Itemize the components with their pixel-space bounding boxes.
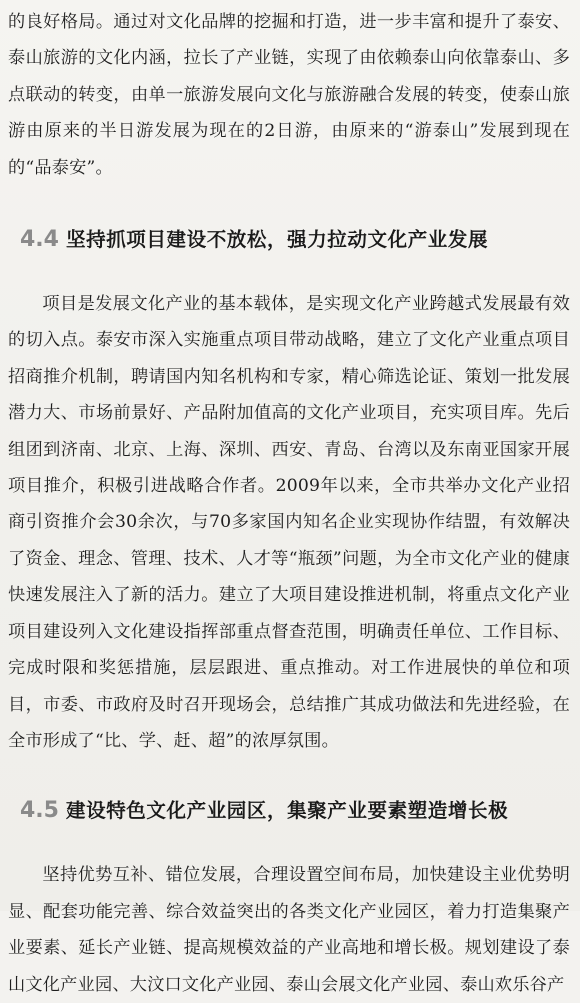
paragraph-intro-tail: 的良好格局。通过对文化品牌的挖掘和打造，进一步丰富和提升了泰安、泰山旅游的文化内涵，拉长了产业链，实现了由依赖泰山向依靠泰山、多点联动的转变，由单一旅游发展向文化与旅游融合发展的转变，使泰山旅游由原来的半日游发展为现在的2日游，由原来的“游泰山”发展到现在的“品泰安”。	[8, 12, 570, 178]
section-title: 坚持抓项目建设不放松，强力拉动文化产业发展	[66, 228, 489, 252]
paragraph-section-4-4: 项目是发展文化产业的基本载体，是实现文化产业跨越式发展最有效的切入点。泰安市深入实施重点项目带动战略，建立了文化产业重点项目招商推介机制，聘请国内知名机构和专家，精心筛选论证、策划一批发展潜力大、市场前景好、产品附加值高的文化产业项目，充实项目库。先后组团到济南、北京、上海、深圳、西安、青岛、台湾以及东南亚国家开展项目推介，积极引进战略合作者。2009年以来，全市共举办文化产业招商引资推介会30余次，与70多家国内知名企业实现协作结盟，有效解决了资金、理念、管理、技术、人才等“瓶颈”问题，为全市文化产业的健康快速发展注入了新的活力。建立了大项目建设推进机制，将重点文化产业项目建设列入文化建设指挥部重点督查范围，明确责任单位、工作目标、完成时限和奖惩措施，层层跟进、重点推动。对工作进展快的单位和项目，市委、市政府及时召开现场会，总结推广其成功做法和先进经验，在全市形成了“比、学、赶、超”的浓厚氛围。	[8, 294, 570, 751]
section-heading-4-4	[8, 222, 570, 258]
section-number: 4.4	[20, 227, 59, 253]
section-title: 建设特色文化产业园区，集聚产业要素塑造增长极	[66, 799, 509, 823]
section-number: 4.5	[20, 798, 59, 824]
section-heading-4-5	[8, 793, 570, 829]
paragraph-section-4-5: 坚持优势互补、错位发展，合理设置空间布局，加快建设主业优势明显、配套功能完善、综合效益突出的各类文化产业园区，着力打造集聚产业要素、延长产业链、提高规模效益的产业高地和增长极。规划建设了泰山文化产业园、大汶口文化产业园、泰山会展文化产业园、泰山欢乐谷产	[8, 865, 570, 995]
